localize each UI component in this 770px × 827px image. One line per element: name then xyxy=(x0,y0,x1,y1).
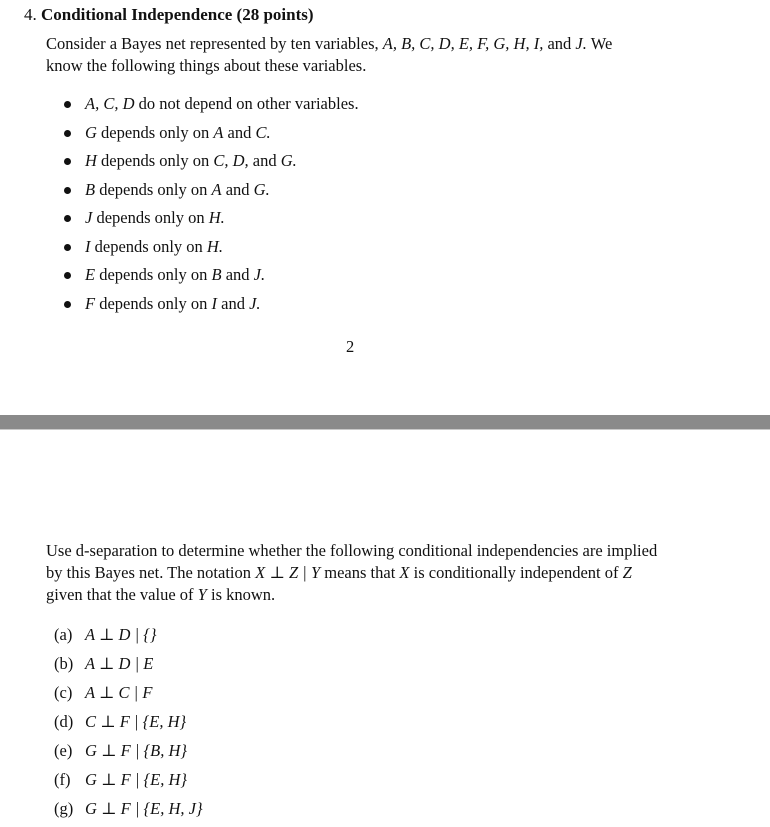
question-number: 4. xyxy=(24,5,37,24)
dependency-list xyxy=(60,93,359,321)
item-label: (f) xyxy=(54,770,71,789)
fact-vars: A xyxy=(211,179,222,199)
item-expression: G ⊥ F | {B, H} xyxy=(85,741,187,760)
item-label: (d) xyxy=(54,712,74,731)
var-x: X xyxy=(399,563,410,582)
bullet-icon xyxy=(64,187,71,194)
list-item xyxy=(60,236,359,265)
list-item xyxy=(60,150,359,179)
fact-subject: H xyxy=(85,151,97,170)
var-y: Y xyxy=(197,585,207,604)
instructions-line-1: Use d-separation to determine whether the following conditional independencies are implied xyxy=(46,541,658,560)
fact-vars: A xyxy=(213,122,224,142)
list-item xyxy=(54,769,203,798)
fact-vars: G. xyxy=(253,179,270,199)
fact-vars: H. xyxy=(208,208,225,227)
intro-line-2: know the following things about these variables. xyxy=(46,56,367,75)
fact-and: and xyxy=(252,151,277,170)
fact-vars: J. xyxy=(249,293,261,313)
list-item xyxy=(60,264,359,293)
list-item xyxy=(54,624,203,653)
bullet-icon xyxy=(64,301,71,308)
list-item xyxy=(60,122,359,151)
fact-and: and xyxy=(225,265,250,284)
list-item xyxy=(54,653,203,682)
instructions-paragraph xyxy=(46,540,736,606)
intro-we: We xyxy=(590,34,613,53)
list-item xyxy=(54,798,203,827)
instructions-text: is conditionally independent of xyxy=(413,563,619,582)
bullet-icon xyxy=(64,244,71,251)
subquestion-list xyxy=(54,624,203,827)
fact-text: depends only on xyxy=(99,265,208,284)
fact-vars: J. xyxy=(253,265,266,284)
item-expression: A ⊥ D | E xyxy=(85,654,154,673)
fact-subject: I xyxy=(85,236,91,256)
instructions-text: is known. xyxy=(210,585,276,604)
fact-text: depends only on xyxy=(94,236,203,256)
var-z: Z xyxy=(622,563,632,582)
list-item xyxy=(60,179,359,208)
list-item xyxy=(54,711,203,740)
fact-subject: F xyxy=(85,293,96,313)
item-expression: G ⊥ F | {E, H} xyxy=(85,770,187,789)
item-label: (a) xyxy=(54,625,73,644)
instructions-text: given that the value of xyxy=(46,585,194,604)
fact-vars: I xyxy=(211,293,217,313)
fact-vars: C. xyxy=(255,122,271,142)
fact-subject: G xyxy=(85,122,97,142)
fact-text: depends only on xyxy=(101,151,210,170)
fact-subject: B xyxy=(85,179,96,199)
list-item xyxy=(54,682,203,711)
page-number: 2 xyxy=(346,337,355,356)
item-label: (e) xyxy=(54,741,73,760)
list-item xyxy=(60,93,359,122)
fact-text: depends only on xyxy=(96,208,205,227)
list-item xyxy=(54,740,203,769)
bullet-icon xyxy=(64,215,71,222)
instructions-text: by this Bayes net. The notation xyxy=(46,563,252,582)
fact-text: do not depend on other variables. xyxy=(138,94,359,113)
fact-text: depends only on xyxy=(99,293,208,313)
instructions-text: means that xyxy=(324,563,396,582)
item-expression: G ⊥ F | {E, H, J} xyxy=(85,799,203,818)
question-title: Conditional Independence (28 points) xyxy=(41,5,314,24)
bullet-icon xyxy=(64,158,71,165)
bullet-icon xyxy=(64,101,71,108)
intro-last-var: J. xyxy=(575,34,587,53)
item-label: (b) xyxy=(54,654,74,673)
item-label: (g) xyxy=(54,799,74,818)
fact-text: depends only on xyxy=(99,179,208,199)
item-expression: A ⊥ C | F xyxy=(85,683,153,702)
fact-vars: C, D, xyxy=(213,151,249,170)
fact-subject: E xyxy=(85,265,96,284)
fact-text: depends only on xyxy=(101,122,210,142)
fact-and: and xyxy=(225,179,250,199)
item-label: (c) xyxy=(54,683,73,702)
page-divider xyxy=(0,415,770,430)
fact-and: and xyxy=(227,122,252,142)
fact-vars: H. xyxy=(206,236,223,256)
intro-variables: A, B, C, D, E, F, G, H, I, xyxy=(382,34,544,53)
bullet-icon xyxy=(64,130,71,137)
question-intro xyxy=(46,33,736,77)
list-item xyxy=(60,207,359,236)
fact-subject: A, C, D xyxy=(85,94,135,113)
fact-and: and xyxy=(221,293,245,313)
fact-vars: G. xyxy=(280,151,297,170)
intro-and: and xyxy=(547,34,572,53)
item-expression: C ⊥ F | {E, H} xyxy=(85,712,187,731)
notation-expression: X ⊥ Z | Y xyxy=(255,563,321,582)
question-heading xyxy=(24,5,314,25)
intro-text: Consider a Bayes net represented by ten variables, xyxy=(46,34,379,53)
fact-subject: J xyxy=(85,208,93,227)
item-expression: A ⊥ D | {} xyxy=(85,625,157,644)
bullet-icon xyxy=(64,272,71,279)
list-item xyxy=(60,293,359,322)
fact-vars: B xyxy=(211,265,222,284)
